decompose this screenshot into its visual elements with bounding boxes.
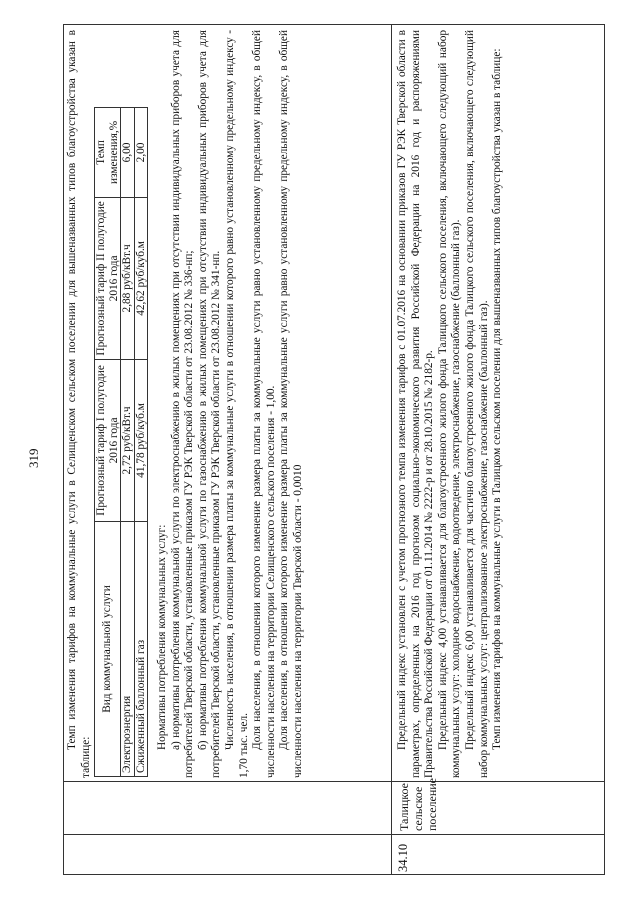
document-table — [63, 24, 605, 875]
row-divider — [391, 25, 392, 874]
cell: Электроэнергия — [121, 522, 135, 777]
settlement-name: Талицкое сельское поселение — [397, 777, 439, 831]
table-header-row — [95, 108, 121, 777]
cell: 42,62 руб/куб.м — [134, 197, 148, 359]
cell: 41,78 руб/куб.м — [134, 359, 148, 521]
header-cell: Прогнозный тариф I полугодие 2016 года — [95, 359, 121, 521]
cell: 2,00 — [134, 108, 148, 198]
cell: Сжиженный баллонный газ — [134, 522, 148, 777]
cell: 6,00 — [121, 108, 135, 198]
bottom-row-body: Предельный индекс установлен с учетом прогнозного темпа изменения тарифов с 01.07.2016 на основании приказов ГУ РЭК Тверской области в параметрах, определенных на 2016 год прогнозом социально-экономического развития Российской Федерации на 2016 год и распоряжениями Правительства Российской Федерации от 01.11.2014 № 2222-р и от 28.10.2015 № 2182-р. Предельный индекс 4,00 устанавливается для благоустроенного жилого фонда Талицкого сельского поселения, включающего следующий набор коммунальных услуг: холодное водоснабжение, водоотведение, электроснабжение, газоснабжение (баллонный газ). Предельный индекс 6,00 устанавливается для частично благоустроенного жилого фонда Талицкого сельского поселения, включающего следующий набор коммунальных услуг: централизованное электроснабжение, газоснабжение (баллонный газ). Темп изменения тарифов на коммунальные услуги в Талицком сельском поселении для вышеназванных типов благоустройства указан в таблице: — [396, 30, 504, 778]
top-row-intro: Темп изменения тарифов на коммунальные услуги в Селищенском сельском поселении для вышеназванных типов благоустройства указан в таблице: — [66, 30, 92, 778]
header-cell: Вид коммунальной услуги — [95, 522, 121, 777]
column-divider — [64, 834, 604, 835]
table-row — [121, 108, 135, 777]
cell: 2,88 руб/кВт.ч — [121, 197, 135, 359]
top-row-body: Нормативы потребления коммунальных услуг: а) нормативы потребления коммунальной услуги по электроснабжению в жилых помещениях при отсутствии индивидуальных приборов учета для потребителей Тверской области, установленные приказом ГУ РЭК Тверской области от 23.08.2012 № 336-нп; б) нормативы потребления коммунальной услуги по газоснабжению в жилых помещениях при отсутствии индивидуальных приборов учета для потребителей Тверской области, установленные приказом ГУ РЭК Тверской области от 23.08.2012 № 341-нп. Численность населения, в отношении размера платы за коммунальные услуги в отношении которого равно установленному предельному индексу - 1,70 тыс. чел. Доля населения, в отношении которого изменение размера платы за коммунальные услуги равно установленному предельному индексу, в общей численности населения на территории Селищенского сельского поселения - 1,00. Доля населения, в отношении которого изменение размера платы за коммунальные услуги равно установленному предельному индексу, в общей численности населения на территории Тверской области - 0,0010 — [156, 30, 304, 778]
header-cell: Прогнозный тариф II полугодие 2016 года — [95, 197, 121, 359]
header-cell: Темп изменения,% — [95, 108, 121, 198]
column-divider — [64, 781, 604, 782]
cell: 2,72 руб/кВт.ч — [121, 359, 135, 521]
page-number: 319 — [26, 448, 41, 468]
tariff-table-selishchenskoe — [94, 107, 148, 777]
table-row — [134, 108, 148, 777]
row-number: 34.10 — [396, 843, 410, 872]
